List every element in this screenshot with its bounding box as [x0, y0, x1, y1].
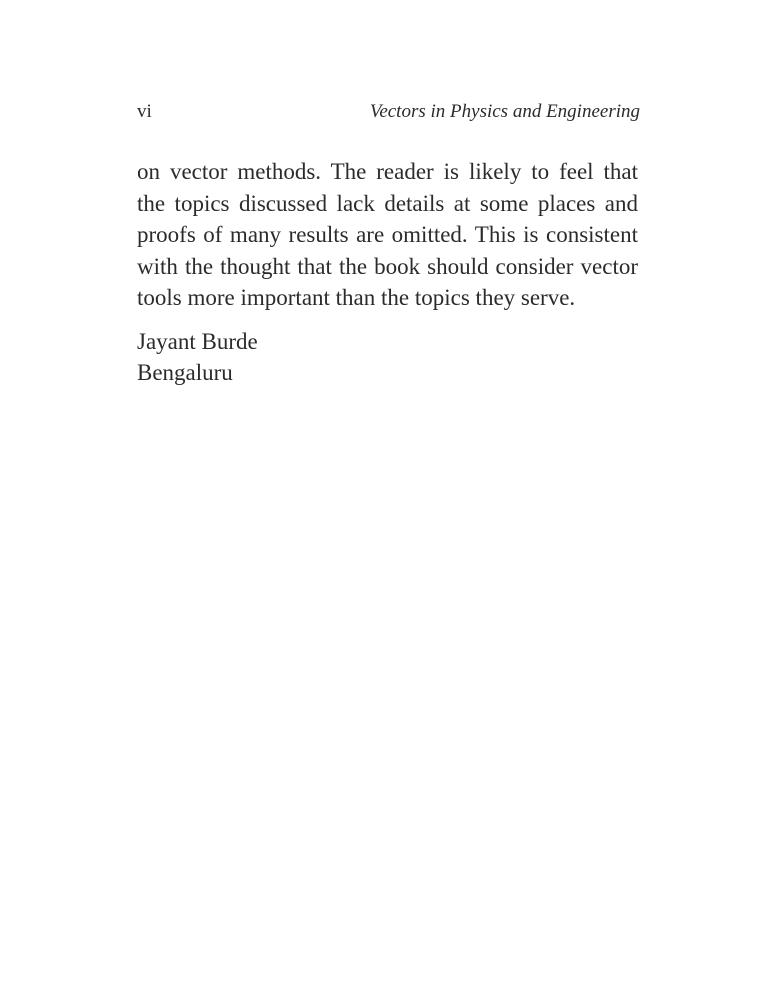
signature-block [137, 327, 258, 388]
author-name: Jayant Burde [137, 329, 258, 354]
paragraph-line: with the thought that the book should consider vector [137, 253, 638, 279]
author-place: Bengaluru [137, 359, 233, 385]
paragraph-line: proofs of many results are omitted. This is consistent [137, 222, 638, 248]
paragraph-line: on vector methods. The reader is likely to feel that [137, 159, 638, 184]
running-title: Vectors in Physics and Engineering [369, 101, 640, 122]
page-number: vi [137, 101, 152, 122]
paragraph-line: tools more important than the topics they serve. [137, 285, 576, 311]
page-header [137, 101, 640, 123]
preface-paragraph [137, 156, 638, 314]
paragraph-line: the topics discussed lack details at some places and [137, 190, 638, 216]
